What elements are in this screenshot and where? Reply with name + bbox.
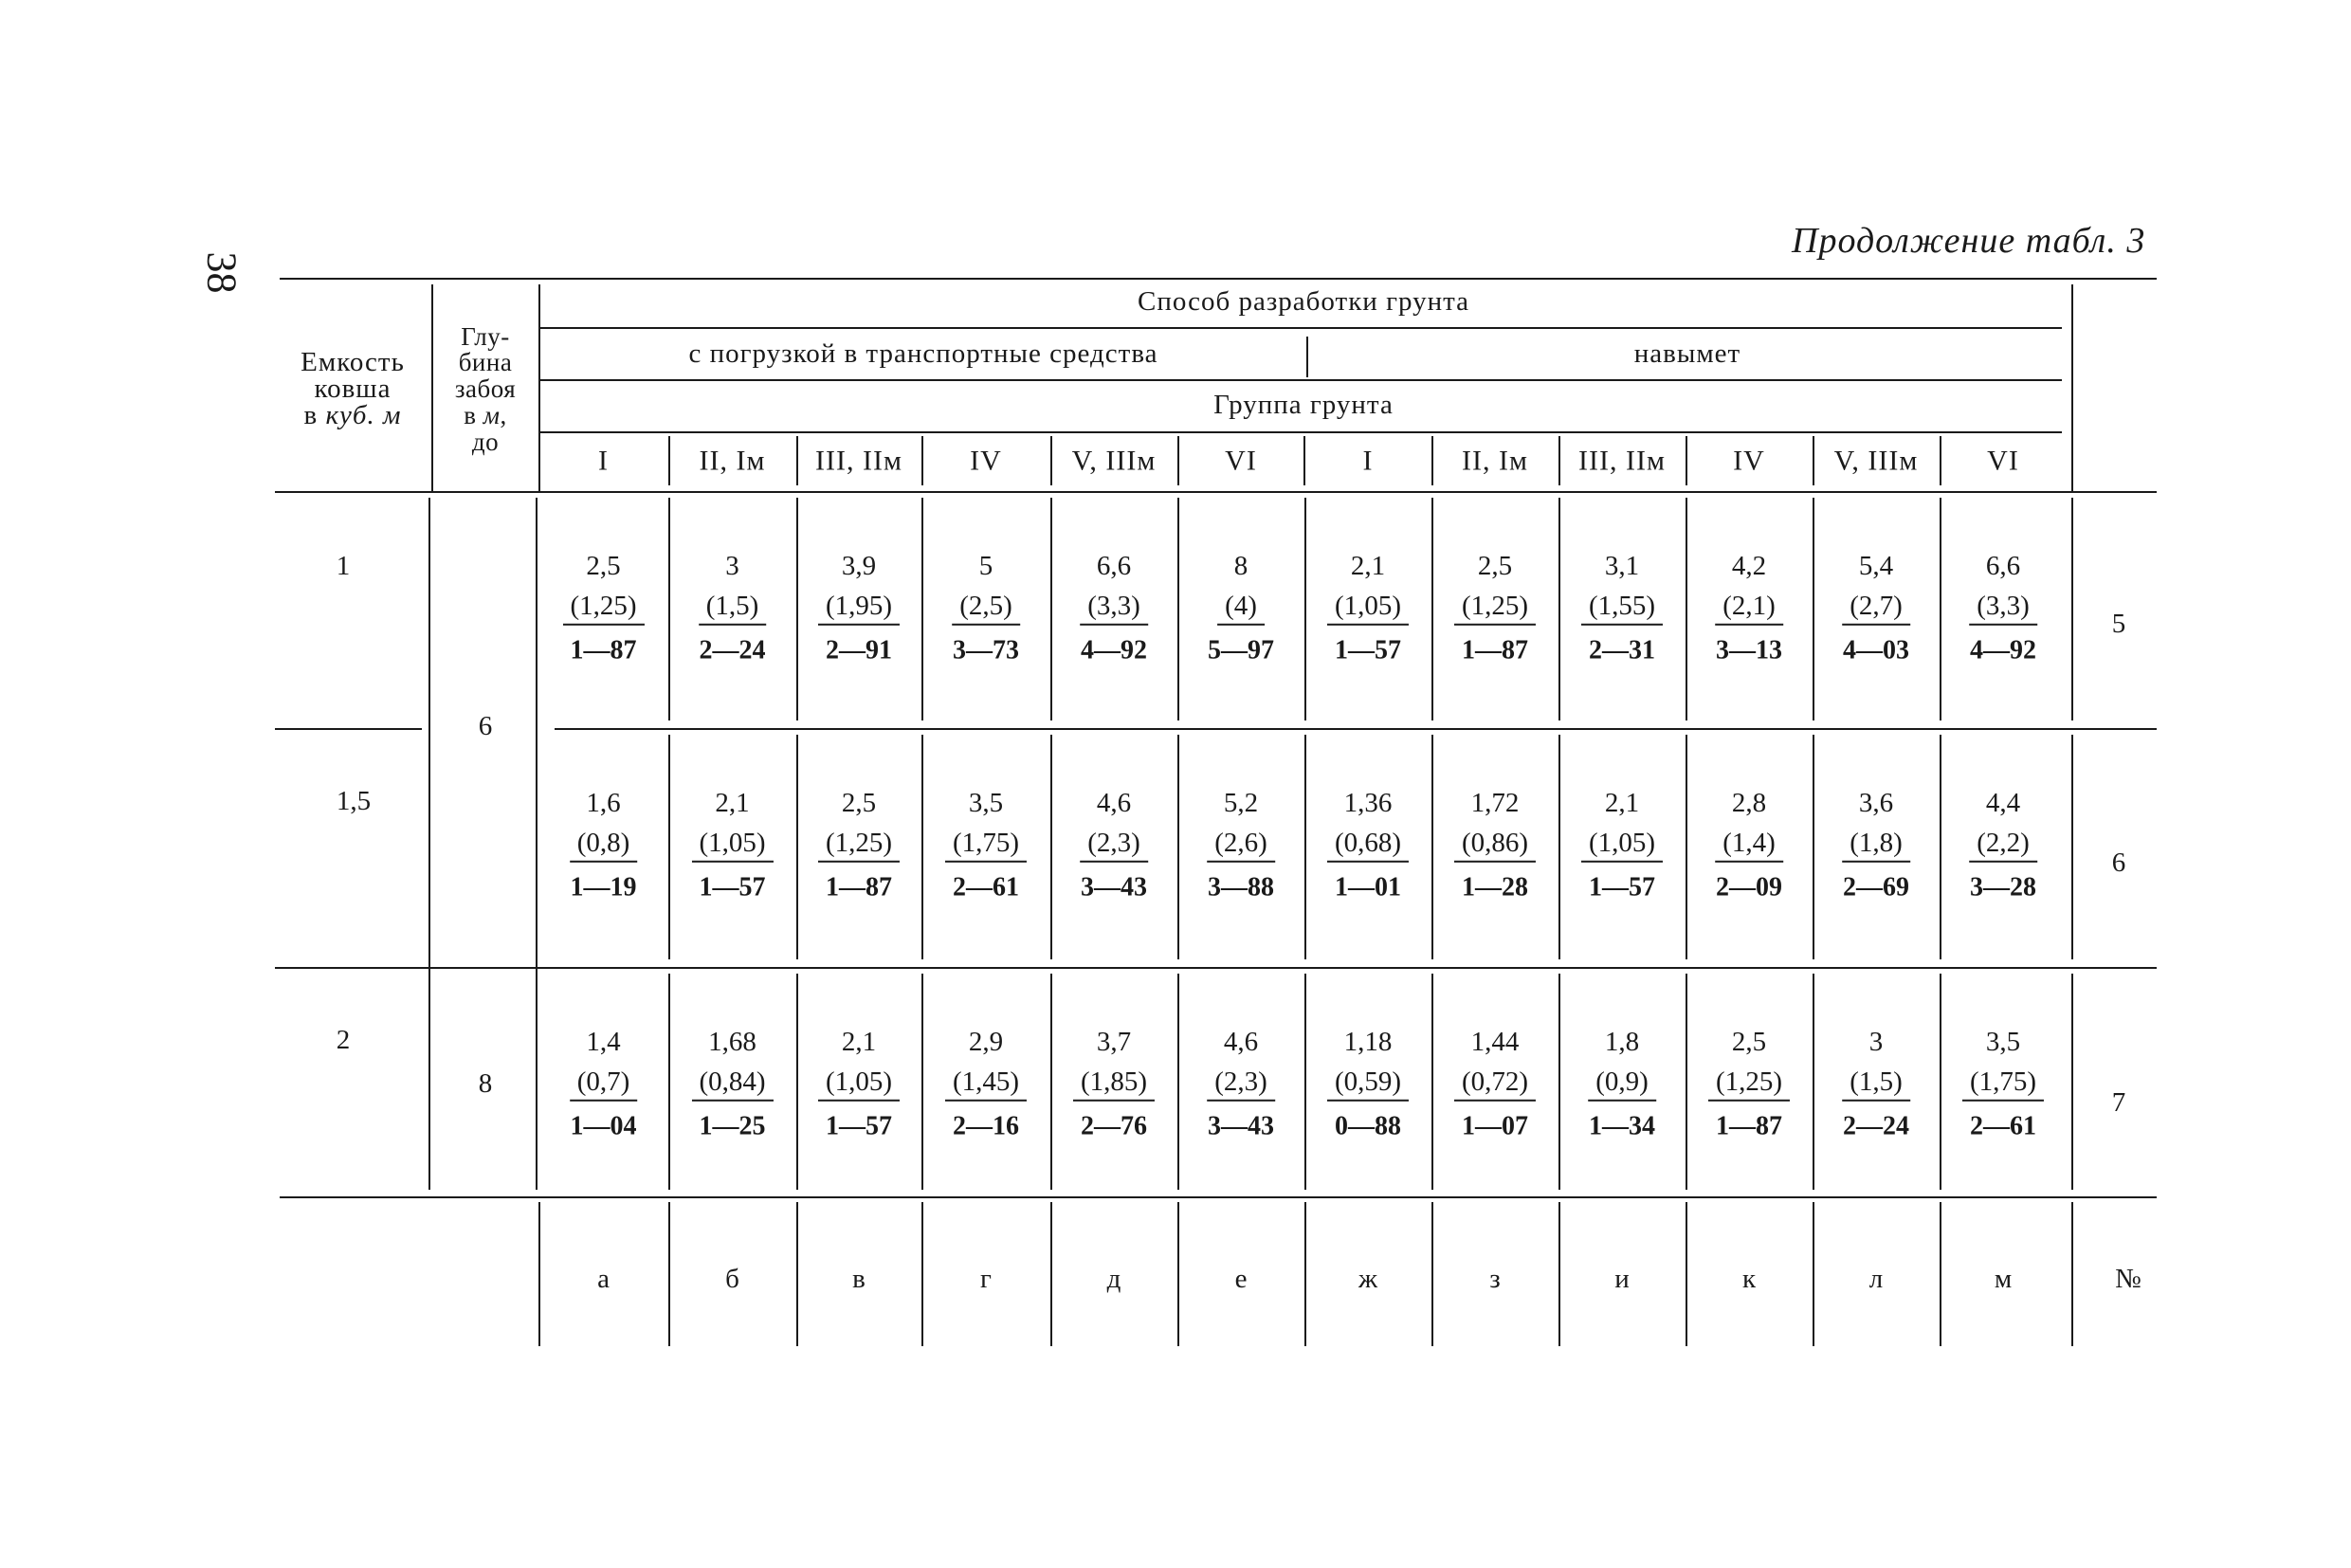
soil-group-label: V, IIIм — [1833, 445, 1919, 477]
norm-value: 3,6 — [1858, 787, 1894, 818]
row-number: 7 — [2111, 1086, 2126, 1118]
norm-value: 2,1 — [841, 1026, 877, 1057]
row-separator — [555, 728, 2157, 730]
depth-value: 6 — [478, 710, 493, 741]
soil-group-label: V, IIIм — [1071, 445, 1157, 477]
norm-value-paren: (0,86) — [1454, 829, 1536, 863]
column-line — [2071, 498, 2073, 720]
price-code: 3—88 — [1208, 872, 1274, 903]
price-code: 1—04 — [570, 1111, 637, 1141]
method-header: Способ разработки грунта — [1138, 285, 1469, 317]
column-line — [1558, 735, 1560, 959]
norm-value-paren: (0,84) — [691, 1067, 773, 1102]
price-code: 1—25 — [699, 1111, 766, 1141]
norm-value-paren: (2,6) — [1207, 829, 1275, 863]
norm-value: 4,4 — [1985, 787, 2021, 818]
norm-value: 1,6 — [586, 787, 621, 818]
norm-value: 1,72 — [1470, 787, 1520, 818]
price-code: 1—57 — [826, 1111, 892, 1141]
column-letter: ж — [1358, 1263, 1378, 1294]
column-line — [1686, 498, 1687, 720]
column-line — [796, 974, 798, 1190]
row-number: 5 — [2111, 608, 2126, 639]
norm-value-paren: (3,3) — [1969, 592, 2037, 626]
depth-header: бина — [458, 347, 513, 376]
price-code: 3—43 — [1081, 872, 1147, 903]
norm-value-paren: (2,3) — [1080, 829, 1148, 863]
price-code: 1—07 — [1462, 1111, 1528, 1141]
norm-value: 3,5 — [968, 787, 1004, 818]
price-code: 4—92 — [1970, 635, 2036, 665]
column-line — [668, 735, 670, 959]
price-code: 2—16 — [953, 1111, 1019, 1141]
column-line — [1940, 436, 1941, 485]
column-line — [1177, 974, 1179, 1190]
column-line — [536, 498, 538, 1190]
column-letter: б — [725, 1263, 739, 1294]
column-letter: м — [1994, 1263, 2013, 1294]
column-letter: в — [852, 1263, 866, 1294]
norm-value-paren: (1,05) — [691, 829, 773, 863]
price-code: 3—43 — [1208, 1111, 1274, 1141]
column-line — [668, 436, 670, 485]
capacity-header: в куб. м — [303, 399, 402, 430]
soil-group-label: IV — [1733, 445, 1765, 477]
norm-value-paren: (1,05) — [1327, 592, 1409, 626]
norm-value: 1,36 — [1343, 787, 1393, 818]
norm-value: 3,9 — [841, 550, 877, 581]
depth-value: 8 — [478, 1067, 493, 1099]
column-line — [1177, 498, 1179, 720]
price-code: 2—76 — [1081, 1111, 1147, 1141]
norm-value-paren: (2,7) — [1842, 592, 1910, 626]
depth-header: в м, — [464, 400, 507, 429]
column-line — [1050, 498, 1052, 720]
column-line — [431, 284, 433, 491]
column-line — [921, 1202, 923, 1346]
price-code: 2—61 — [1970, 1111, 2036, 1141]
price-code: 2—31 — [1589, 635, 1655, 665]
norm-value: 4,6 — [1223, 1026, 1259, 1057]
column-line — [921, 974, 923, 1190]
column-letter: л — [1868, 1263, 1884, 1294]
norm-value: 3,5 — [1985, 1026, 2021, 1057]
column-letter: и — [1614, 1263, 1630, 1294]
soil-group-label: II, Iм — [699, 445, 766, 477]
norm-value: 8 — [1233, 550, 1248, 581]
column-line — [1177, 735, 1179, 959]
price-code: 1—87 — [826, 872, 892, 903]
norm-value: 2,1 — [1604, 787, 1640, 818]
depth-header: до — [471, 427, 500, 456]
loading-header: с погрузкой в транспортные средства — [688, 337, 1158, 369]
norm-value: 2,5 — [586, 550, 621, 581]
norm-value: 1,4 — [586, 1026, 621, 1057]
column-line — [1813, 735, 1814, 959]
column-line — [796, 498, 798, 720]
column-line — [1940, 974, 1941, 1190]
group-rule — [540, 431, 2062, 433]
norm-value-paren: (1,4) — [1715, 829, 1783, 863]
norm-value-paren: (1,25) — [1454, 592, 1536, 626]
norm-value-paren: (0,59) — [1327, 1067, 1409, 1102]
price-code: 2—24 — [1843, 1111, 1909, 1141]
price-code: 1—87 — [1716, 1111, 1782, 1141]
column-line — [1431, 498, 1433, 720]
column-line — [1686, 974, 1687, 1190]
column-line — [1813, 1202, 1814, 1346]
column-line — [1686, 436, 1687, 485]
price-code: 1—87 — [1462, 635, 1528, 665]
column-line — [1940, 498, 1941, 720]
price-code: 2—61 — [953, 872, 1019, 903]
norm-value: 2,5 — [841, 787, 877, 818]
norm-value-paren: (1,5) — [1842, 1067, 1910, 1102]
column-line — [1431, 436, 1433, 485]
column-line — [1177, 1202, 1179, 1346]
norm-value: 2,5 — [1477, 550, 1513, 581]
header-bottom-rule — [275, 491, 2157, 493]
column-line — [1813, 974, 1814, 1190]
capacity-header: ковша — [314, 373, 392, 404]
column-line — [1686, 735, 1687, 959]
norm-value-paren: (4) — [1217, 592, 1265, 626]
column-line — [1050, 974, 1052, 1190]
column-line — [1050, 1202, 1052, 1346]
soil-group-label: II, Iм — [1462, 445, 1528, 477]
price-code: 1—57 — [1335, 635, 1401, 665]
norm-value: 3 — [1868, 1026, 1884, 1057]
column-line — [921, 436, 923, 485]
price-code: 1—19 — [570, 872, 637, 903]
soil-group-label: III, IIм — [815, 445, 902, 477]
column-line — [1686, 1202, 1687, 1346]
norm-value: 2,9 — [968, 1026, 1004, 1057]
norm-value-paren: (1,05) — [818, 1067, 900, 1102]
norm-value-paren: (1,25) — [1708, 1067, 1790, 1102]
soil-group-label: I — [598, 445, 609, 477]
column-line — [1558, 436, 1560, 485]
price-code: 1—57 — [1589, 872, 1655, 903]
norm-value-paren: (1,45) — [945, 1067, 1027, 1102]
norm-value: 2,1 — [715, 787, 750, 818]
price-code: 2—09 — [1716, 872, 1782, 903]
norm-value-paren: (1,55) — [1581, 592, 1663, 626]
page-number: 38 — [198, 251, 246, 294]
column-letter: д — [1106, 1263, 1121, 1294]
norm-value-paren: (2,5) — [952, 592, 1020, 626]
column-letter: к — [1741, 1263, 1757, 1294]
price-code: 3—28 — [1970, 872, 2036, 903]
column-line — [668, 974, 670, 1190]
norm-value: 1,18 — [1343, 1026, 1393, 1057]
continuation-title: Продолжение табл. 3 — [1792, 221, 2146, 261]
table-top-rule — [280, 278, 2157, 280]
soil-group-label: VI — [1225, 445, 1257, 477]
norm-value-paren: (3,3) — [1080, 592, 1148, 626]
soil-group-label: IV — [970, 445, 1002, 477]
column-line — [1558, 498, 1560, 720]
price-code: 1—28 — [1462, 872, 1528, 903]
norm-value: 3,1 — [1604, 550, 1640, 581]
norm-value-paren: (0,7) — [570, 1067, 638, 1102]
norm-value-paren: (1,25) — [818, 829, 900, 863]
column-line — [2071, 974, 2073, 1190]
table-bottom-rule — [280, 1196, 2157, 1198]
norm-value: 1,44 — [1470, 1026, 1520, 1057]
norm-value-paren: (0,68) — [1327, 829, 1409, 863]
price-code: 1—57 — [699, 872, 766, 903]
norm-value-paren: (2,2) — [1969, 829, 2037, 863]
norm-value: 1,8 — [1604, 1026, 1640, 1057]
column-line — [1050, 735, 1052, 959]
price-code: 3—13 — [1716, 635, 1782, 665]
capacity-value: 1,5 — [336, 785, 372, 816]
column-line — [2071, 1202, 2073, 1346]
column-line — [1306, 337, 1308, 377]
column-letter: е — [1234, 1263, 1248, 1294]
norm-value: 4,2 — [1731, 550, 1767, 581]
row-separator — [275, 967, 2157, 969]
norm-value-paren: (1,75) — [945, 829, 1027, 863]
column-line — [796, 1202, 798, 1346]
norm-value: 6,6 — [1096, 550, 1132, 581]
column-line — [1177, 436, 1179, 485]
price-code: 1—34 — [1589, 1111, 1655, 1141]
soil-group-label: I — [1362, 445, 1374, 477]
norm-value: 2,1 — [1350, 550, 1386, 581]
column-line — [1558, 1202, 1560, 1346]
norm-value: 3,7 — [1096, 1026, 1132, 1057]
capacity-header: Емкость — [301, 346, 405, 377]
column-line — [1431, 735, 1433, 959]
price-code: 1—87 — [570, 635, 637, 665]
column-line — [1303, 436, 1305, 485]
column-line — [1050, 436, 1052, 485]
norm-value-paren: (2,3) — [1207, 1067, 1275, 1102]
depth-header: забоя — [454, 374, 517, 403]
column-line — [1431, 1202, 1433, 1346]
norm-value: 2,5 — [1731, 1026, 1767, 1057]
column-line — [796, 735, 798, 959]
column-line — [1558, 974, 1560, 1190]
column-letter: г — [980, 1263, 992, 1294]
casting-header: навымет — [1633, 337, 1741, 369]
price-code: 4—03 — [1843, 635, 1909, 665]
soil-group-label: VI — [1987, 445, 2019, 477]
column-line — [1304, 498, 1306, 720]
norm-value-paren: (1,85) — [1073, 1067, 1155, 1102]
norm-value: 5 — [978, 550, 993, 581]
capacity-value: 1 — [336, 550, 351, 581]
norm-value-paren: (1,25) — [562, 592, 644, 626]
norm-value-paren: (0,9) — [1588, 1067, 1656, 1102]
price-code: 2—91 — [826, 635, 892, 665]
column-letter: з — [1489, 1263, 1501, 1294]
norm-value-paren: (1,95) — [818, 592, 900, 626]
column-line — [1304, 974, 1306, 1190]
norm-value-paren: (1,05) — [1581, 829, 1663, 863]
depth-header: Глу- — [461, 321, 510, 351]
capacity-value: 2 — [336, 1024, 351, 1055]
norm-value-paren: (0,72) — [1454, 1067, 1536, 1102]
norm-value: 2,8 — [1731, 787, 1767, 818]
column-line — [921, 735, 923, 959]
column-line — [1813, 436, 1814, 485]
price-code: 4—92 — [1081, 635, 1147, 665]
price-code: 2—69 — [1843, 872, 1909, 903]
price-code: 0—88 — [1335, 1111, 1401, 1141]
norm-value: 6,6 — [1985, 550, 2021, 581]
number-sign-label: № — [2115, 1263, 2141, 1294]
column-line — [668, 498, 670, 720]
row-number: 6 — [2111, 847, 2126, 878]
column-line — [1431, 974, 1433, 1190]
row-separator — [275, 728, 422, 730]
norm-value: 3 — [725, 550, 739, 581]
column-line — [1304, 1202, 1306, 1346]
column-line — [2071, 284, 2073, 491]
price-code: 3—73 — [953, 635, 1019, 665]
column-line — [668, 1202, 670, 1346]
subheader-rule — [540, 379, 2062, 381]
price-code: 2—24 — [699, 635, 766, 665]
norm-value-paren: (1,75) — [1962, 1067, 2044, 1102]
price-code: 5—97 — [1208, 635, 1274, 665]
method-rule — [540, 327, 2062, 329]
norm-value-paren: (1,5) — [699, 592, 767, 626]
norm-value: 5,4 — [1858, 550, 1894, 581]
column-line — [428, 498, 430, 1190]
column-line — [1940, 1202, 1941, 1346]
column-line — [1940, 735, 1941, 959]
column-line — [1304, 735, 1306, 959]
norm-value-paren: (2,1) — [1715, 592, 1783, 626]
norm-value: 1,68 — [708, 1026, 756, 1057]
column-line — [538, 1202, 540, 1346]
soil-group-label: III, IIм — [1578, 445, 1666, 477]
column-line — [538, 284, 540, 491]
norm-value: 4,6 — [1096, 787, 1132, 818]
column-line — [921, 498, 923, 720]
column-line — [1813, 498, 1814, 720]
norm-value-paren: (1,8) — [1842, 829, 1910, 863]
price-code: 1—01 — [1335, 872, 1401, 903]
column-line — [2071, 735, 2073, 959]
column-line — [796, 436, 798, 485]
soil-group-header: Группа грунта — [1213, 389, 1394, 420]
norm-value: 5,2 — [1223, 787, 1259, 818]
column-letter: а — [597, 1263, 610, 1294]
norm-value-paren: (0,8) — [570, 829, 638, 863]
